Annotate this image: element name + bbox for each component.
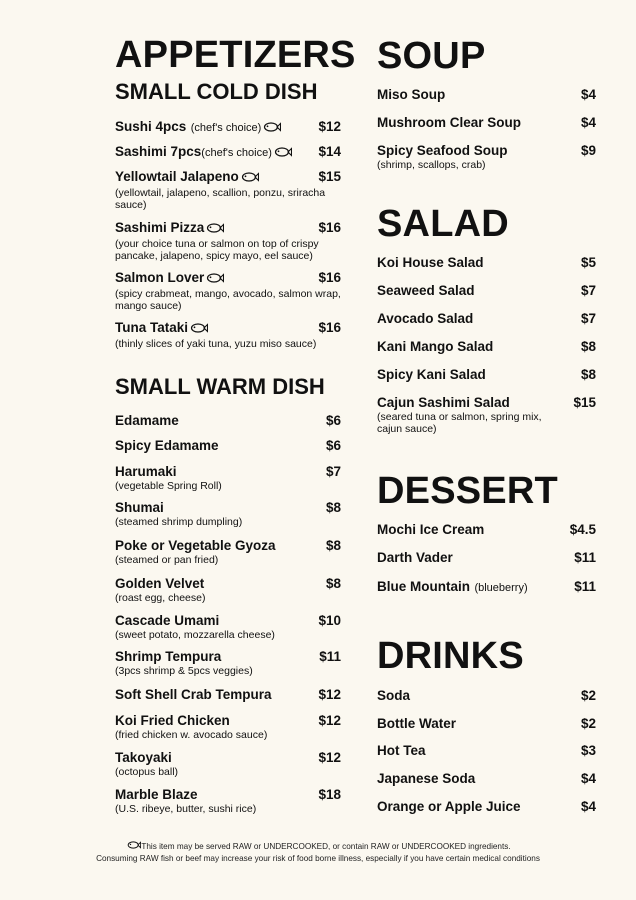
menu-item [377, 255, 596, 270]
item-name: Darth Vader [377, 550, 453, 565]
item-price: $11 [319, 649, 341, 664]
item-price: $14 [318, 144, 341, 159]
item-description: (thinly slices of yaki tuna, yuzu miso sauce) [115, 338, 317, 350]
item-description: (steamed shrimp dumpling) [115, 516, 243, 528]
menu-item [377, 578, 596, 596]
menu-item [115, 168, 341, 211]
menu-item [377, 87, 596, 102]
item-price: $7 [580, 283, 596, 298]
item-name: Takoyaki [115, 750, 172, 765]
item-name: Japanese Soda [377, 771, 476, 786]
salad-heading: SALAD [377, 203, 509, 245]
item-price: $8 [325, 500, 341, 515]
item-price: $9 [580, 143, 596, 158]
menu-item [115, 269, 341, 312]
item-description: (roast egg, cheese) [115, 592, 206, 604]
item-name: Soda [377, 688, 411, 703]
fish-icon [127, 841, 141, 849]
item-name: Yellowtail Jalapeno [115, 169, 239, 184]
item-description: (fried chicken w. avocado sauce) [115, 729, 268, 741]
item-name: Sushi 4pcs [115, 119, 187, 134]
menu-item [115, 219, 341, 262]
item-description: (octopus ball) [115, 766, 179, 778]
item-price: $15 [573, 395, 596, 410]
fish-icon [263, 122, 281, 132]
menu-item [115, 118, 341, 136]
item-price: $12 [318, 119, 341, 134]
fish-icon [206, 273, 224, 283]
item-name: Spicy Seafood Soup [377, 143, 508, 158]
item-name: Edamame [115, 413, 179, 428]
item-note: (chef's choice) [190, 122, 262, 134]
menu-item [115, 713, 341, 741]
item-name: Sashimi Pizza [115, 220, 205, 235]
disclaimer-line-1: This item may be served RAW or UNDERCOOKED, or contain RAW or UNDERCOOKED ingredients. [141, 842, 511, 851]
item-price: $3 [580, 743, 596, 758]
soup-heading: SOUP [377, 35, 486, 77]
menu-item [377, 550, 596, 565]
item-name: Tuna Tataki [115, 320, 189, 335]
item-name: Koi House Salad [377, 255, 484, 270]
item-name: Mushroom Clear Soup [377, 115, 522, 130]
item-description: (yellowtail, jalapeno, scallion, ponzu, sriracha sauce) [115, 187, 326, 211]
item-price: $4 [580, 771, 596, 786]
item-name: Soft Shell Crab Tempura [115, 687, 272, 702]
menu-item [115, 413, 341, 428]
item-price: $10 [318, 613, 341, 628]
item-name: Avocado Salad [377, 311, 474, 326]
menu-item [377, 339, 596, 354]
menu-item [377, 771, 596, 786]
item-price: $2 [580, 716, 596, 731]
menu-item [115, 143, 341, 161]
item-price: $4 [580, 799, 596, 814]
menu-item [115, 438, 341, 453]
item-name: Blue Mountain [377, 579, 470, 594]
item-price: $5 [580, 255, 596, 270]
menu-item [377, 799, 596, 814]
item-name: Kani Mango Salad [377, 339, 494, 354]
item-note: (blueberry) [474, 582, 528, 594]
item-price: $4 [580, 87, 596, 102]
menu-item [115, 500, 341, 528]
item-price: $11 [574, 550, 596, 565]
menu-item [115, 464, 341, 492]
item-price: $16 [318, 270, 341, 285]
item-name: Orange or Apple Juice [377, 799, 521, 814]
item-note: (chef's choice) [201, 147, 272, 159]
menu-item [377, 688, 596, 703]
item-name: Cajun Sashimi Salad [377, 395, 510, 410]
menu-item [115, 687, 341, 702]
item-price: $4.5 [569, 522, 596, 537]
menu-item [377, 395, 596, 435]
item-price: $8 [580, 339, 596, 354]
disclaimer-line-2: Consuming RAW fish or beef may increase your risk of food borne illness, especially if you have certain medical conditions [96, 854, 540, 863]
menu-item [377, 143, 596, 171]
fish-icon [274, 147, 292, 157]
item-description: (seared tuna or salmon, spring mix, cajun sauce) [377, 411, 542, 435]
fish-icon [190, 323, 208, 333]
item-price: $4 [580, 115, 596, 130]
item-description: (vegetable Spring Roll) [115, 480, 222, 492]
item-price: $8 [580, 367, 596, 382]
item-name: Koi Fried Chicken [115, 713, 230, 728]
item-price: $8 [325, 576, 341, 591]
item-name: Shrimp Tempura [115, 649, 222, 664]
menu-item [377, 716, 596, 731]
menu-item [115, 319, 341, 350]
item-price: $11 [574, 579, 596, 594]
menu-item [377, 115, 596, 130]
small-warm-dish-heading: SMALL WARM DISH [115, 374, 325, 399]
dessert-heading: DESSERT [377, 470, 558, 512]
menu-item [115, 649, 341, 677]
item-price: $12 [318, 713, 341, 728]
item-price: $7 [580, 311, 596, 326]
item-description: (steamed or pan fried) [115, 554, 219, 566]
item-price: $16 [318, 320, 341, 335]
menu-item [115, 787, 341, 815]
item-name: Spicy Kani Salad [377, 367, 486, 382]
item-description: (3pcs shrimp & 5pcs veggies) [115, 665, 253, 677]
item-name: Cascade Umami [115, 613, 220, 628]
item-price: $12 [318, 687, 341, 702]
menu-item [377, 283, 596, 298]
appetizers-heading: APPETIZERS [115, 34, 356, 76]
menu-item [377, 311, 596, 326]
item-name: Miso Soup [377, 87, 446, 102]
item-name: Marble Blaze [115, 787, 198, 802]
menu-item [377, 522, 596, 537]
menu-item [115, 750, 341, 778]
item-name: Sashimi 7pcs [115, 144, 202, 159]
item-price: $8 [325, 538, 341, 553]
item-price: $16 [318, 220, 341, 235]
item-description: (spicy crabmeat, mango, avocado, salmon wrap, mango sauce) [115, 288, 341, 312]
item-price: $7 [325, 464, 341, 479]
menu-item [377, 367, 596, 382]
item-name: Golden Velvet [115, 576, 205, 591]
item-description: (shrimp, scallops, crab) [377, 159, 486, 171]
item-description: (U.S. ribeye, butter, sushi rice) [115, 803, 257, 815]
item-price: $15 [318, 169, 341, 184]
item-description: (your choice tuna or salmon on top of crispy pancake, jalapeno, spicy mayo, eel sauce) [115, 238, 319, 262]
item-name: Seaweed Salad [377, 283, 475, 298]
drinks-heading: DRINKS [377, 635, 524, 677]
item-price: $2 [580, 688, 596, 703]
menu-item [115, 538, 341, 566]
item-price: $18 [318, 787, 341, 802]
item-description: (sweet potato, mozzarella cheese) [115, 629, 275, 641]
fish-icon [206, 223, 224, 233]
item-name: Harumaki [115, 464, 177, 479]
item-price: $12 [318, 750, 341, 765]
small-cold-dish-heading: SMALL COLD DISH [115, 79, 318, 104]
item-name: Spicy Edamame [115, 438, 219, 453]
raw-food-disclaimer [0, 841, 636, 865]
item-price: $6 [325, 413, 341, 428]
item-name: Bottle Water [377, 716, 457, 731]
item-name: Salmon Lover [115, 270, 205, 285]
item-name: Mochi Ice Cream [377, 522, 485, 537]
menu-item [115, 576, 341, 604]
item-name: Poke or Vegetable Gyoza [115, 538, 276, 553]
menu-item [115, 613, 341, 641]
item-name: Hot Tea [377, 743, 426, 758]
item-name: Shumai [115, 500, 164, 515]
menu-item [377, 743, 596, 758]
item-price: $6 [325, 438, 341, 453]
fish-icon [241, 172, 259, 182]
